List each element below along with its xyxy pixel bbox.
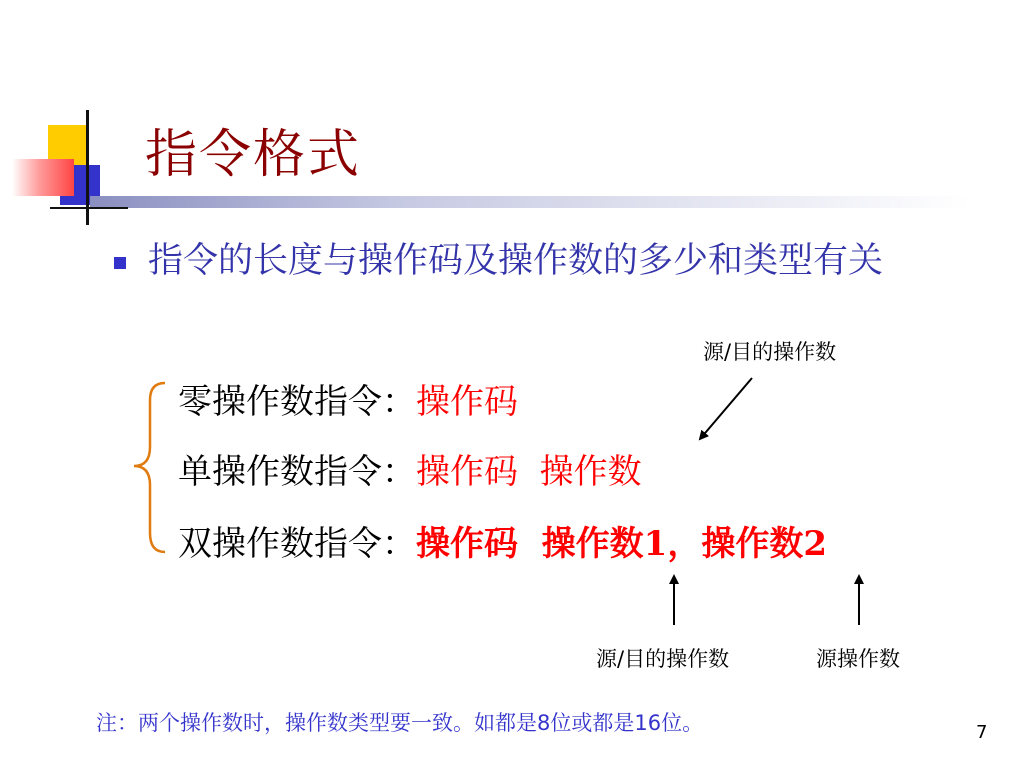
row-value: 操作码 操作数 (416, 452, 642, 492)
row-label: 单操作数指令： (178, 452, 416, 492)
footnote: 注：两个操作数时，操作数类型要一致。如都是8位或都是16位。 (96, 711, 704, 735)
annotation-source-destination-top: 源/目的操作数 (703, 340, 837, 364)
row-label: 双操作数指令： (178, 524, 416, 564)
curly-brace-icon (134, 383, 165, 552)
arrow-diagonal-icon (700, 378, 752, 439)
page-number: 7 (976, 722, 988, 743)
row-value: 操作码 (416, 382, 518, 422)
annotation-source-bottom: 源操作数 (816, 647, 900, 671)
annotation-source-destination-bottom: 源/目的操作数 (596, 647, 730, 671)
row-value: 操作码 操作数1，操作数2 (416, 524, 827, 564)
bullet-text: 指令的长度与操作码及操作数的多少和类型有关 (148, 241, 884, 281)
row-label: 零操作数指令： (178, 382, 416, 422)
slide-title: 指令格式 (145, 125, 362, 185)
